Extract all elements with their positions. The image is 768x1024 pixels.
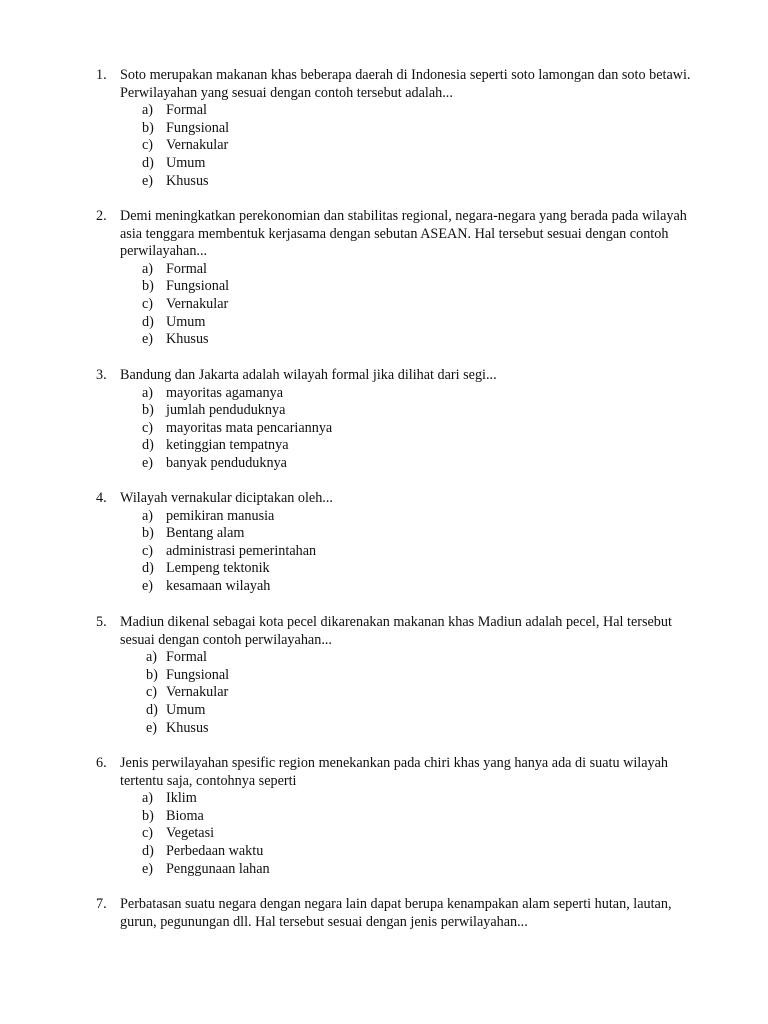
option-text: Umum [166,313,206,330]
question-3 [0,367,768,473]
option-text: mayoritas mata pencariannya [166,419,333,436]
option-letter: b) [142,402,154,419]
answer-option-e [0,173,768,191]
option-text: Khusus [166,172,209,189]
answer-option-d [0,314,768,332]
answer-option-d [0,843,768,861]
option-text: Khusus [166,331,209,348]
option-letter: a) [142,507,154,524]
answer-option-a [0,790,768,808]
question-number: 3. [96,367,107,383]
answer-option-d [0,702,768,720]
answer-option-c [0,420,768,438]
option-text: Umum [166,701,206,718]
option-text: kesamaan wilayah [166,577,271,594]
option-letter: d) [142,437,154,454]
answer-option-b [0,278,768,296]
question-text: Soto merupakan makanan khas beberapa daerah di Indonesia seperti soto lamongan dan soto betawi. Perwilayahan yang sesuai dengan contoh tersebut adalah... [120,67,691,101]
answer-options [0,102,768,190]
question-text: Demi meningkatkan perekonomian dan stabilitas regional, negara-negara yang berada pada wilayah asia tenggara membentuk kerjasama dengan sebutan ASEAN. Hal tersebut sesuai dengan contoh perwilayahan... [120,208,687,260]
option-letter: a) [142,790,154,807]
option-letter: a) [142,384,154,401]
option-letter: d) [142,313,154,330]
option-text: Vernakular [166,684,229,701]
option-letter: b) [142,807,154,824]
answer-option-e [0,455,768,473]
option-letter: e) [142,577,154,594]
option-text: administrasi pemerintahan [166,542,317,559]
question-number: 5. [96,614,107,630]
question-number: 1. [96,67,107,83]
question-1 [0,67,768,190]
option-text: Vegetasi [166,825,215,842]
option-text: Formal [166,260,207,277]
option-text: Perbedaan waktu [166,842,264,859]
question-number: 4. [96,490,107,506]
option-letter: d) [142,560,154,577]
answer-option-d [0,155,768,173]
option-letter: a) [142,260,154,277]
option-text: jumlah penduduknya [166,402,286,419]
option-text: Bioma [166,807,204,824]
option-letter: c) [142,419,154,436]
question-4 [0,490,768,596]
answer-option-e [0,578,768,596]
option-text: Iklim [166,790,197,807]
answer-option-b [0,525,768,543]
answer-option-a [0,102,768,120]
option-text: pemikiran manusia [166,507,275,524]
question-number: 6. [96,755,107,771]
answer-option-d [0,437,768,455]
option-letter: c) [142,542,154,559]
option-letter: c) [142,825,154,842]
answer-option-d [0,560,768,578]
answer-option-c [0,825,768,843]
answer-options [0,790,768,878]
answer-option-a [0,385,768,403]
answer-option-c [0,684,768,702]
option-text: Fungsional [166,278,230,295]
option-letter: b) [142,119,154,136]
option-text: Penggunaan lahan [166,860,270,877]
answer-option-a [0,261,768,279]
answer-option-a [0,508,768,526]
option-text: Khusus [166,719,209,736]
answer-option-b [0,808,768,826]
option-letter: c) [146,684,158,701]
option-text: Vernakular [166,295,229,312]
option-letter: d) [142,842,154,859]
answer-option-e [0,861,768,879]
option-letter: d) [142,154,154,171]
question-6 [0,755,768,878]
option-letter: b) [142,525,154,542]
question-text: Wilayah vernakular diciptakan oleh... [120,490,333,506]
question-text: Perbatasan suatu negara dengan negara lain dapat berupa kenampakan alam seperti hutan, lautan, gurun, pegunungan dll. Hal tersebut sesuai dengan jenis perwilayahan... [120,896,672,930]
option-text: Fungsional [166,666,230,683]
option-letter: b) [146,666,158,683]
answer-option-e [0,331,768,349]
answer-options [0,385,768,473]
option-letter: e) [142,331,154,348]
option-letter: e) [142,860,154,877]
option-text: Umum [166,154,206,171]
answer-options [0,261,768,349]
option-text: Vernakular [166,137,229,154]
answer-options [0,508,768,596]
answer-option-b [0,402,768,420]
option-letter: e) [146,719,158,736]
option-text: banyak penduduknya [166,454,287,471]
option-text: Fungsional [166,119,230,136]
option-text: Formal [166,102,207,119]
question-text: Jenis perwilayahan spesific region menekankan pada chiri khas yang hanya ada di suatu wilayah tertentu saja, contohnya seperti [120,755,668,789]
option-text: Formal [166,649,207,666]
option-letter: a) [142,102,154,119]
question-number: 7. [96,896,107,912]
answer-option-c [0,137,768,155]
answer-option-c [0,296,768,314]
question-7 [0,896,768,931]
option-text: Lempeng tektonik [166,560,270,577]
option-letter: a) [146,649,158,666]
question-number: 2. [96,208,107,224]
option-text: Bentang alam [166,525,245,542]
question-5 [0,614,768,737]
option-letter: d) [146,701,158,718]
option-text: mayoritas agamanya [166,384,283,401]
question-text: Madiun dikenal sebagai kota pecel dikarenakan makanan khas Madiun adalah pecel, Hal tersebut sesuai dengan contoh perwilayahan... [120,614,672,648]
answer-option-b [0,120,768,138]
answer-options [0,649,768,737]
option-letter: e) [142,172,154,189]
question-text: Bandung dan Jakarta adalah wilayah formal jika dilihat dari segi... [120,367,497,383]
option-letter: b) [142,278,154,295]
answer-option-b [0,667,768,685]
question-2 [0,208,768,349]
option-letter: c) [142,295,154,312]
option-letter: e) [142,454,154,471]
answer-option-e [0,720,768,738]
answer-option-c [0,543,768,561]
answer-option-a [0,649,768,667]
option-letter: c) [142,137,154,154]
option-text: ketinggian tempatnya [166,437,289,454]
